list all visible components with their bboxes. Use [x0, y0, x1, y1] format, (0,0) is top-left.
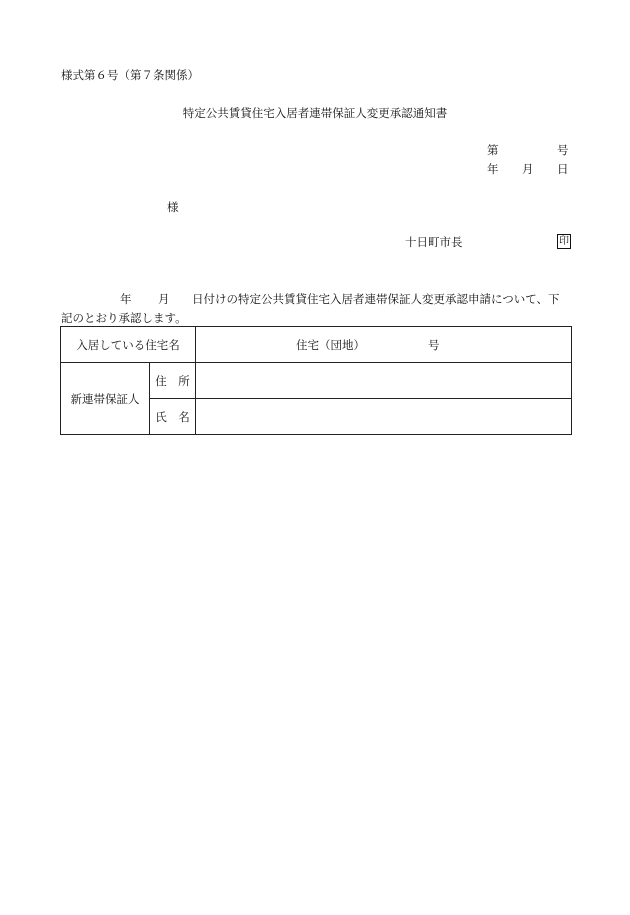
guarantor-label: 新連帯保証人: [70, 391, 140, 406]
address-label-cell: [150, 363, 196, 399]
document-title: 特定公共賃貸住宅入居者連帯保証人変更承認通知書: [182, 106, 448, 120]
table-row: [61, 327, 572, 363]
body-text-line-1: 日付けの特定公共賃貸住宅入居者連帯保証人変更承認申請について、下: [192, 292, 560, 306]
name-label-cell: [150, 399, 196, 435]
residence-value-cell: [196, 327, 572, 363]
body-month-label: 月: [158, 292, 170, 306]
table-row: [61, 363, 572, 399]
residence-label-cell: [61, 327, 196, 363]
form-number: 様式第６号（第７条関係）: [61, 68, 199, 82]
details-table: [60, 326, 572, 435]
addressee-suffix: 様: [167, 200, 179, 214]
issuer-name: 十日町市長: [405, 235, 463, 249]
seal-mark: 印: [559, 236, 569, 247]
guarantor-label-cell: [61, 363, 150, 435]
housing-complex-label: 住宅（団地）: [296, 338, 365, 352]
unit-number-label: 号: [428, 338, 440, 352]
date-day-label: 日: [557, 162, 569, 176]
body-year-label: 年: [120, 292, 132, 306]
date-year-label: 年: [487, 162, 499, 176]
address-value-cell: [196, 363, 572, 399]
name-label: 氏 名: [155, 409, 190, 424]
name-value-cell: [196, 399, 572, 435]
date-month-label: 月: [522, 162, 534, 176]
number-suffix: 号: [557, 143, 569, 157]
number-prefix: 第: [487, 143, 499, 157]
address-label: 住 所: [155, 373, 190, 388]
residence-label: 入居している住宅名: [76, 337, 180, 352]
body-text-line-2: 記のとおり承認します。: [61, 311, 187, 325]
